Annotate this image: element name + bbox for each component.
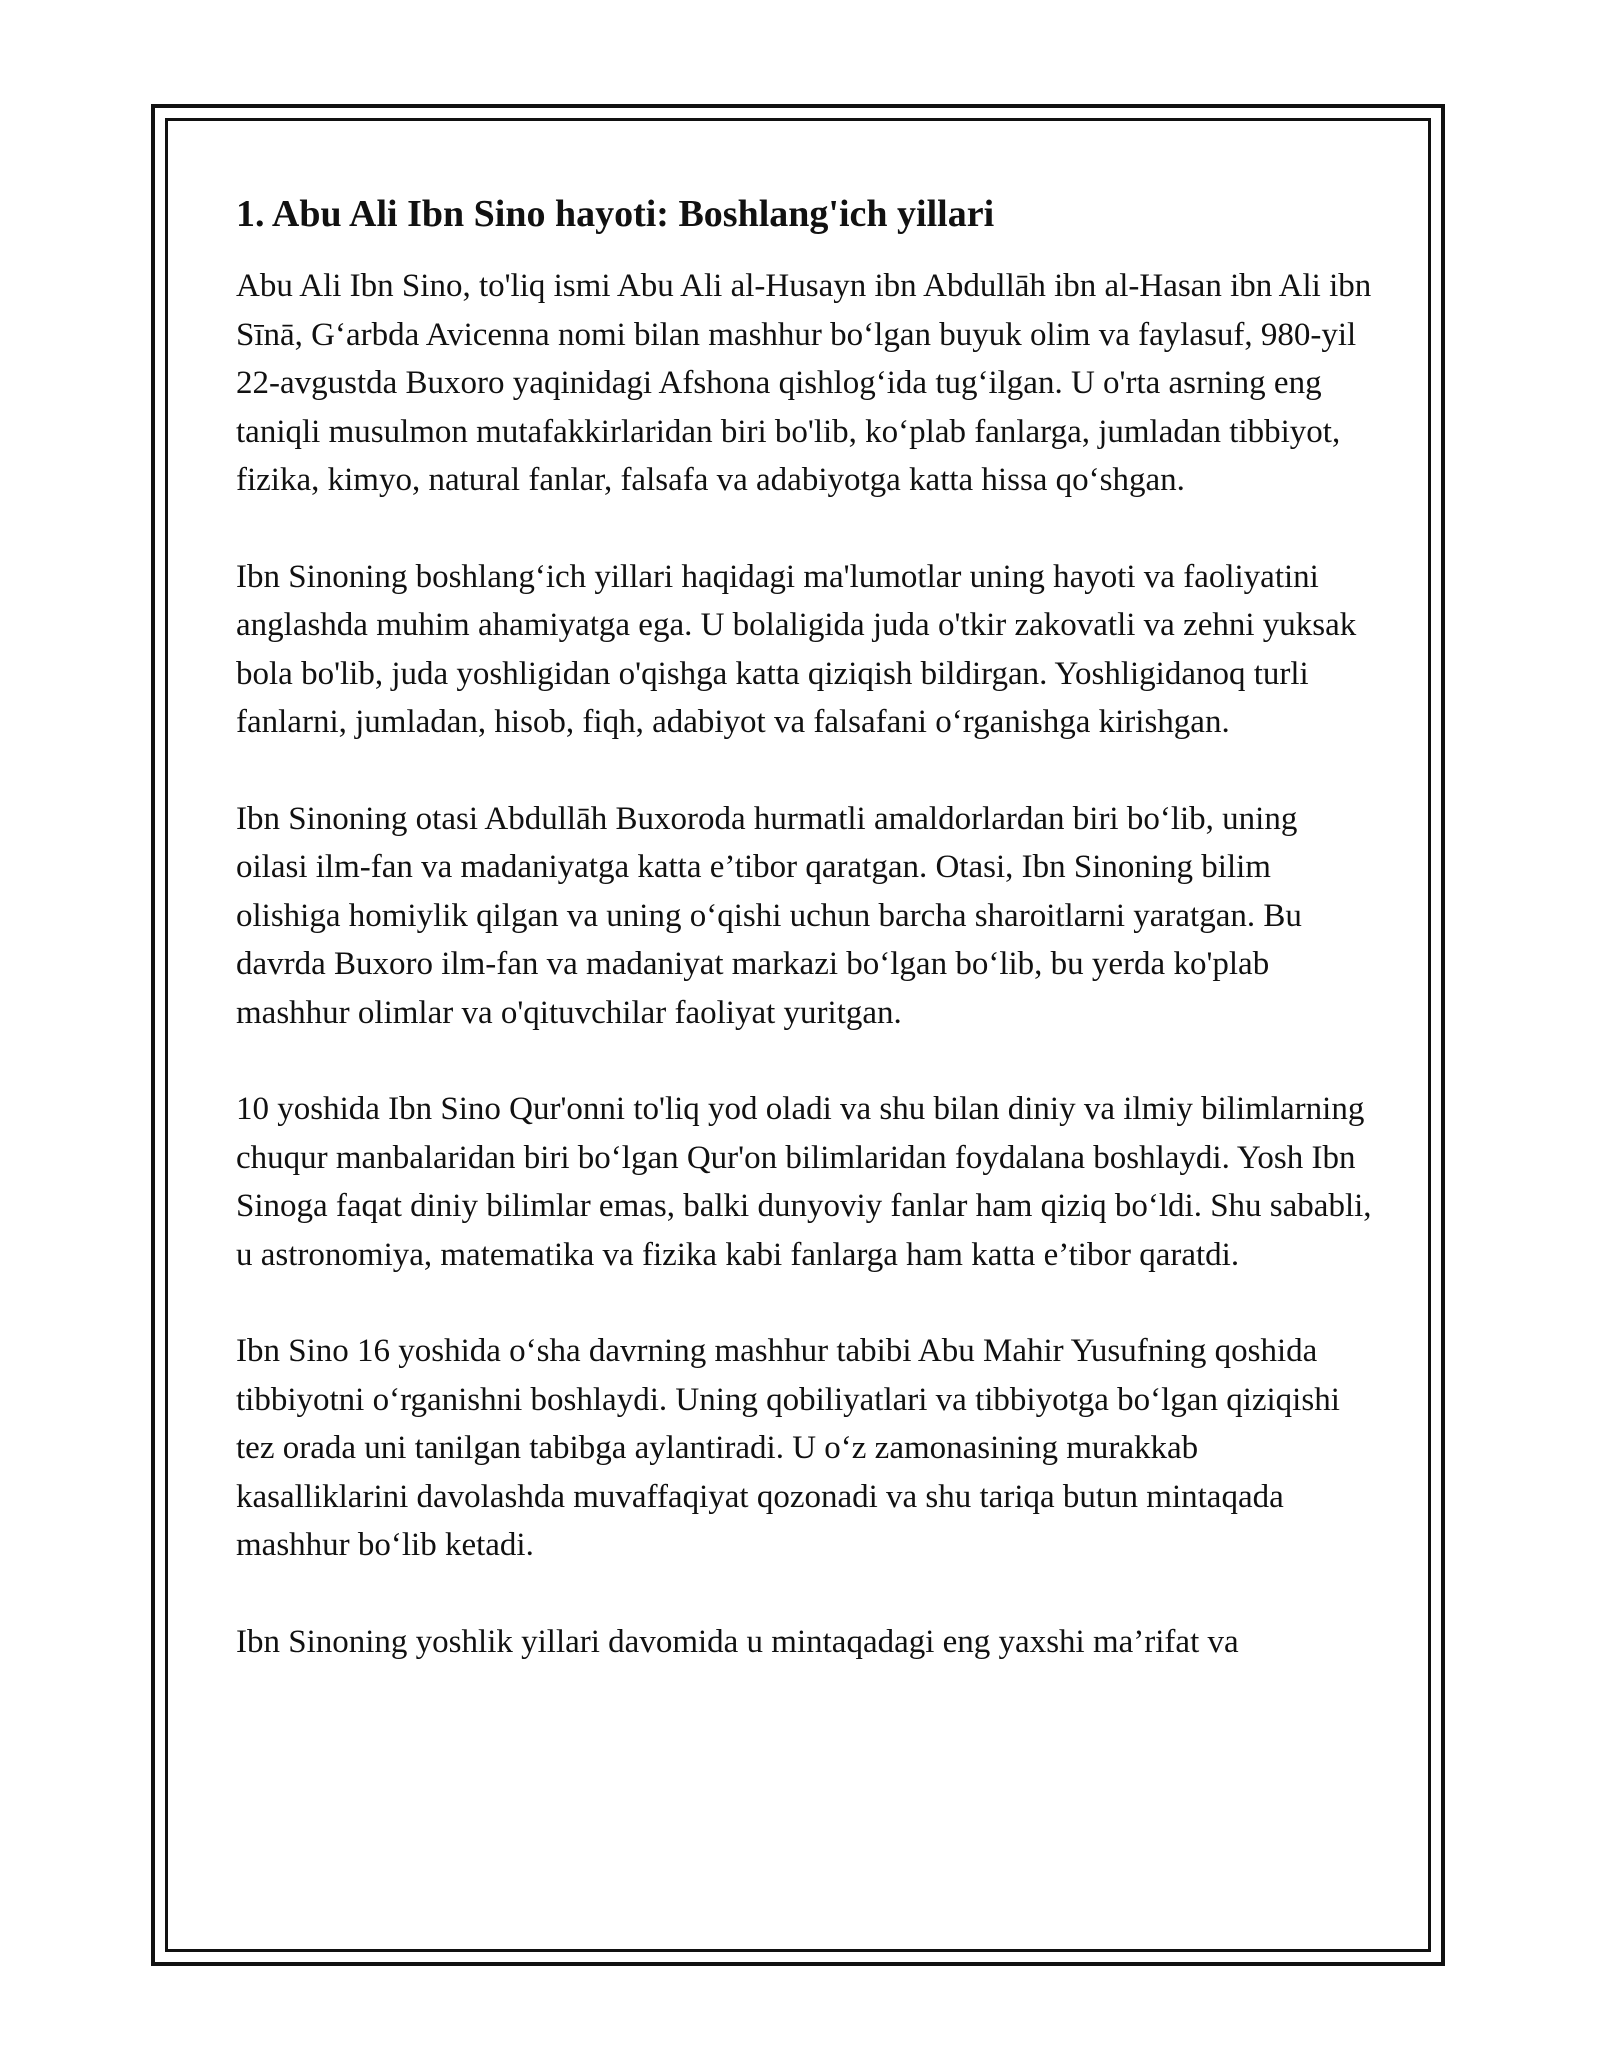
- paragraph-4: 10 yoshida Ibn Sino Qur'onni to'liq yod oladi va shu bilan diniy va ilmiy bilimlarning chuqur manbalaridan biri bo‘lgan Qur'on bilimlaridan foydalana boshlaydi. Yosh Ibn Sinoga faqat diniy bilimlar emas, balki dunyoviy fanlar ham qiziq bo‘ldi. Shu sababli, u astronomiya, matematika va fizika kabi fanlarga ham katta e’tibor qaratdi.: [236, 1091, 1372, 1273]
- paragraph-3: Ibn Sinoning otasi Abdullāh Buxoroda hurmatli amaldorlardan biri bo‘lib, uning oilasi ilm-fan va madaniyatga katta e’tibor qaratgan. Otasi, Ibn Sinoning bilim olishiga homiylik qilgan va uning o‘qishi uchun barcha sharoitlarni yaratgan. Bu davrda Buxoro ilm-fan va madaniyat markazi bo‘lgan bo‘lib, bu yerda ko'plab mashhur olimlar va o'qituvchilar faoliyat yuritgan.: [236, 800, 1302, 1031]
- paragraph-5: Ibn Sino 16 yoshida o‘sha davrning mashhur tabibi Abu Mahir Yusufning qoshida tibbiyotni o‘rganishni boshlaydi. Uning qobiliyatlari va tibbiyotga bo‘lgan qiziqishi tez orada uni tanilgan tabibga aylantiradi. U o‘z zamonasining murakkab kasalliklarini davolashda muvaffaqiyat qozonadi va shu tariqa butun mintaqada mashhur bo‘lib ketadi.: [236, 1333, 1340, 1563]
- document-body: [236, 188, 1372, 1714]
- paragraph-2: Ibn Sinoning boshlang‘ich yillari haqidagi ma'lumotlar uning hayoti va faoliyatini anglashda muhim ahamiyatga ega. U bolaligida juda o'tkir zakovatli va zehni yuksak bola bo'lib, juda yoshligidan o'qishga katta qiziqish bildirgan. Yoshligidanoq turli fanlarni, jumladan, hisob, fiqh, adabiyot va falsafani o‘rganishga kirishgan.: [236, 558, 1357, 740]
- paragraph-6: Ibn Sinoning yoshlik yillari davomida u mintaqadagi eng yaxshi ma’rifat va: [236, 1623, 1239, 1660]
- section-heading: 1. Abu Ali Ibn Sino hayoti: Boshlang'ich yillari: [236, 193, 995, 235]
- paragraph-1: Abu Ali Ibn Sino, to'liq ismi Abu Ali al-Husayn ibn Abdullāh ibn al-Hasan ibn Ali ibn Sīnā, G‘arbda Avicenna nomi bilan mashhur bo‘lgan buyuk olim va faylasuf, 980-yil 22-avgustda Buxoro yaqinidagi Afshona qishlog‘ida tug‘ilgan. U o'rta asrning eng taniqli musulmon mutafakkirlaridan biri bo'lib, ko‘plab fanlarga, jumladan tibbiyot, fizika, kimyo, natural fanlar, falsafa va adabiyotga katta hissa qo‘shgan.: [236, 268, 1372, 498]
